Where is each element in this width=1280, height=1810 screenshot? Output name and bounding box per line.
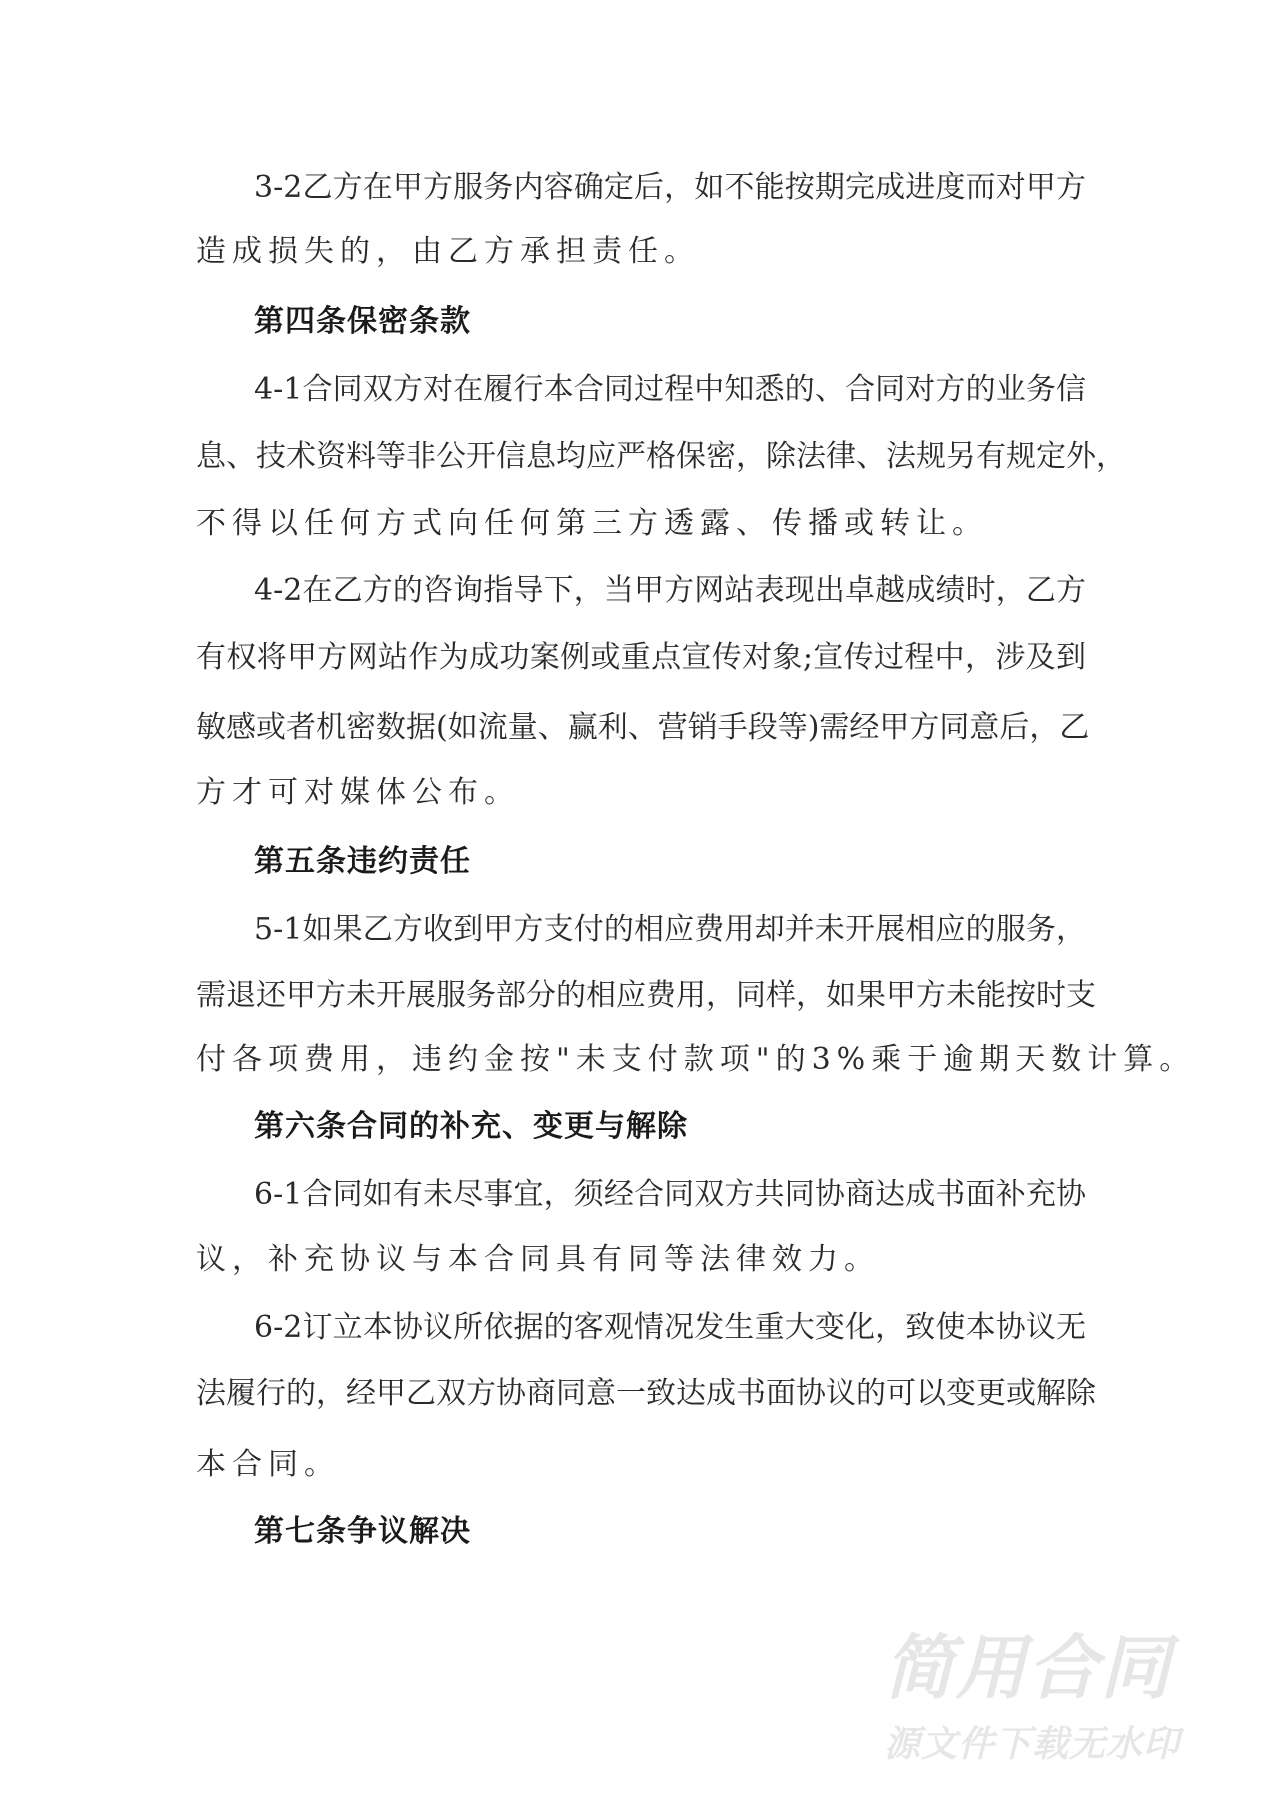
clause-6-1-line-1: 6-1合同如有未尽事宜，须经合同双方共同协商达成书面补充协 (254, 1177, 1086, 1212)
watermark-subtitle: 源文件下载无水印 (884, 1724, 1181, 1765)
clause-4-2-line-3: 敏感或者机密数据(如流量、赢利、营销手段等)需经甲方同意后，乙 (196, 710, 1090, 745)
section-heading-4: 第四条保密条款 (254, 304, 471, 339)
clause-4-2-line-1: 4-2在乙方的咨询指导下，当甲方网站表现出卓越成绩时，乙方 (254, 573, 1086, 608)
clause-4-1-line-2: 息、技术资料等非公开信息均应严格保密，除法律、法规另有规定外， (196, 439, 1126, 474)
clause-6-2-line-1: 6-2订立本协议所依据的客观情况发生重大变化，致使本协议无 (254, 1310, 1086, 1345)
clause-6-2-line-3: 本合同。 (196, 1447, 340, 1482)
clause-3-2-line-1: 3-2乙方在甲方服务内容确定后，如不能按期完成进度而对甲方 (254, 170, 1086, 205)
clause-3-2-line-2: 造成损失的，由乙方承担责任。 (196, 234, 700, 269)
section-heading-5: 第五条违约责任 (254, 844, 471, 879)
clause-4-2-line-4: 方才可对媒体公布。 (196, 775, 520, 810)
clause-6-2-line-2: 法履行的，经甲乙双方协商同意一致达成书面协议的可以变更或解除 (196, 1376, 1096, 1411)
watermark-title: 简用合同 (884, 1627, 1172, 1709)
clause-5-1-line-3: 付各项费用，违约金按"未支付款项"的3%乘于逾期天数计算。 (196, 1042, 1196, 1077)
clause-4-2-line-2: 有权将甲方网站作为成功案例或重点宣传对象;宣传过程中，涉及到 (196, 640, 1086, 675)
section-heading-7: 第七条争议解决 (254, 1514, 471, 1549)
clause-5-1-line-1: 5-1如果乙方收到甲方支付的相应费用却并未开展相应的服务， (254, 912, 1086, 947)
clause-4-1-line-3: 不得以任何方式向任何第三方透露、传播或转让。 (196, 506, 988, 541)
clause-5-1-line-2: 需退还甲方未开展服务部分的相应费用，同样，如果甲方未能按时支 (196, 978, 1096, 1013)
section-heading-6: 第六条合同的补充、变更与解除 (254, 1109, 688, 1144)
clause-4-1-line-1: 4-1合同双方对在履行本合同过程中知悉的、合同对方的业务信 (254, 372, 1086, 407)
clause-6-1-line-2: 议，补充协议与本合同具有同等法律效力。 (196, 1242, 880, 1277)
